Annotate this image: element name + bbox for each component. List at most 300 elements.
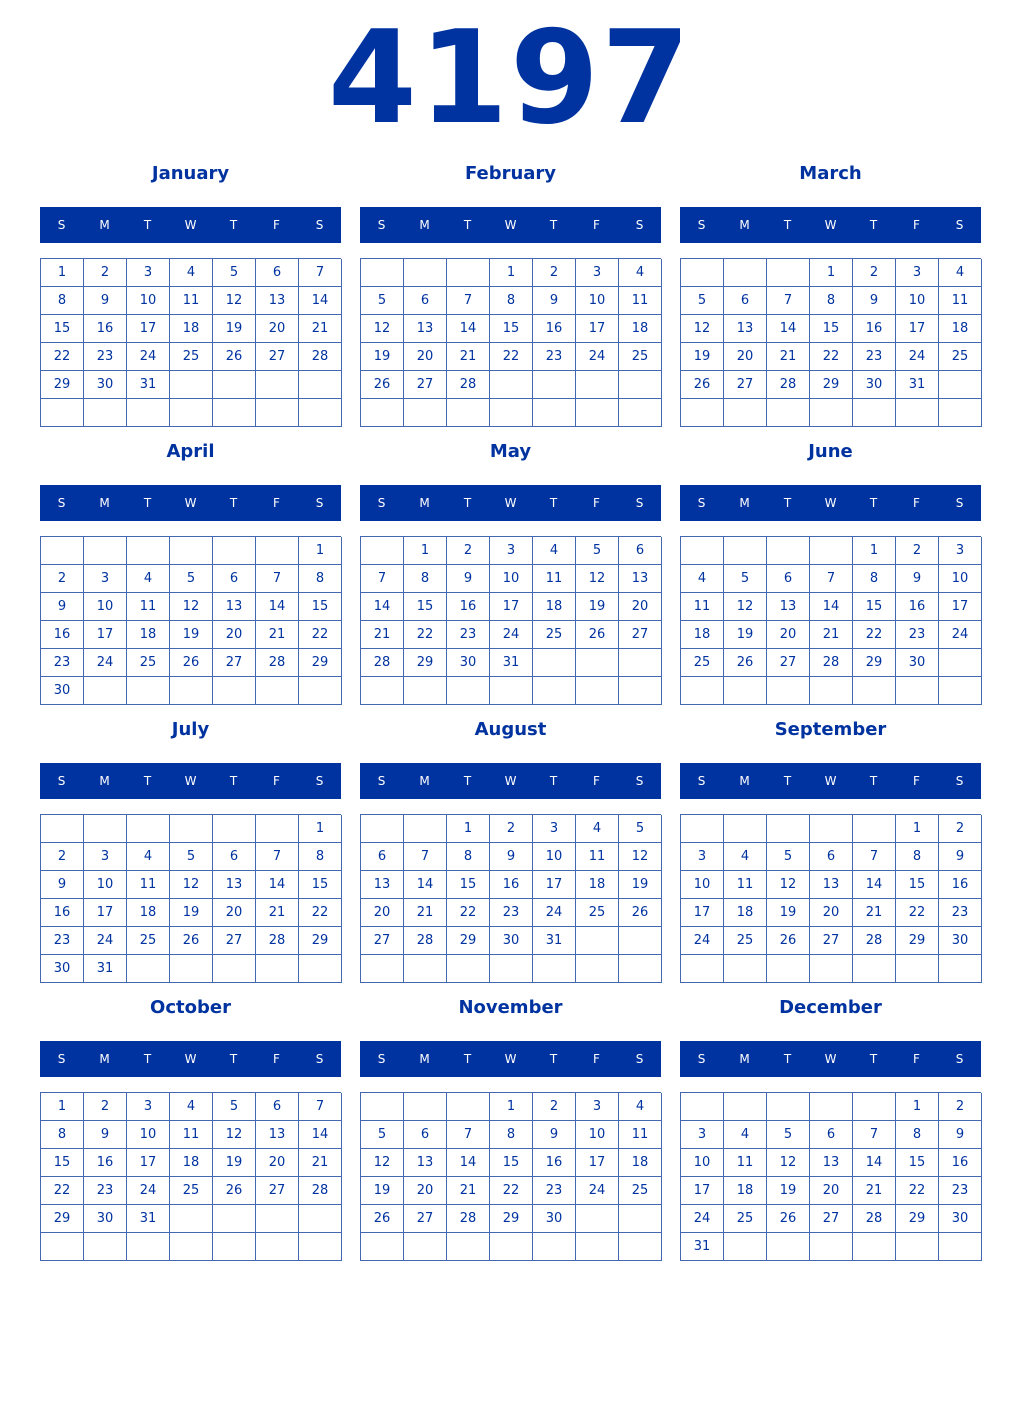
day-cell: 1 — [810, 259, 853, 287]
day-cell: 17 — [576, 1149, 619, 1177]
day-cell: 7 — [853, 1121, 896, 1149]
day-grid — [360, 814, 661, 983]
day-cell: 9 — [533, 1121, 576, 1149]
day-cell: 3 — [681, 843, 724, 871]
weekday-label: F — [273, 496, 280, 510]
day-cell: 9 — [939, 843, 982, 871]
weekday-label: S — [955, 774, 964, 788]
day-cell: 9 — [447, 565, 490, 593]
day-cell: 30 — [896, 649, 939, 677]
day-cell: 30 — [84, 371, 127, 399]
day-cell: 21 — [853, 1177, 896, 1205]
day-cell: 23 — [896, 621, 939, 649]
weekday-header — [680, 207, 981, 243]
day-grid — [40, 258, 341, 427]
day-cell: 9 — [853, 287, 896, 315]
month-name: December — [779, 997, 882, 1018]
day-cell: 2 — [84, 1093, 127, 1121]
day-grid — [40, 1092, 341, 1261]
day-cell: 16 — [853, 315, 896, 343]
day-cell: 22 — [490, 1177, 533, 1205]
empty-day-cell — [127, 537, 170, 565]
day-cell: 2 — [896, 537, 939, 565]
day-cell: 22 — [896, 1177, 939, 1205]
day-cell: 20 — [213, 621, 256, 649]
day-cell: 25 — [619, 343, 662, 371]
day-cell: 23 — [533, 343, 576, 371]
day-grid — [40, 536, 341, 705]
day-cell: 15 — [490, 315, 533, 343]
day-cell: 20 — [256, 1149, 299, 1177]
weekday-label: S — [635, 1052, 644, 1066]
day-cell: 20 — [213, 899, 256, 927]
day-cell: 14 — [447, 1149, 490, 1177]
day-cell: 19 — [724, 621, 767, 649]
weekday-label: T — [143, 496, 152, 510]
day-cell: 7 — [299, 259, 342, 287]
day-cell: 31 — [127, 1205, 170, 1233]
weekday-label: S — [57, 1052, 66, 1066]
weekday-label: M — [419, 1052, 430, 1066]
empty-day-cell — [619, 399, 662, 427]
empty-day-cell — [810, 1233, 853, 1261]
day-cell: 5 — [361, 1121, 404, 1149]
weekday-label: S — [635, 774, 644, 788]
day-cell: 18 — [939, 315, 982, 343]
empty-day-cell — [576, 399, 619, 427]
day-cell: 19 — [767, 1177, 810, 1205]
day-cell: 7 — [767, 287, 810, 315]
day-cell: 27 — [256, 1177, 299, 1205]
empty-day-cell — [533, 955, 576, 983]
day-cell: 3 — [490, 537, 533, 565]
empty-day-cell — [681, 537, 724, 565]
day-cell: 2 — [853, 259, 896, 287]
day-cell: 9 — [84, 287, 127, 315]
empty-day-cell — [447, 399, 490, 427]
empty-day-cell — [170, 399, 213, 427]
day-cell: 18 — [576, 871, 619, 899]
empty-day-cell — [361, 955, 404, 983]
day-cell: 21 — [810, 621, 853, 649]
day-cell: 10 — [533, 843, 576, 871]
day-cell: 24 — [681, 1205, 724, 1233]
day-cell: 20 — [619, 593, 662, 621]
day-cell: 22 — [490, 343, 533, 371]
weekday-label: T — [549, 218, 558, 232]
empty-day-cell — [853, 955, 896, 983]
day-cell: 9 — [939, 1121, 982, 1149]
day-cell: 1 — [853, 537, 896, 565]
weekday-label: S — [315, 496, 324, 510]
day-cell: 14 — [853, 871, 896, 899]
day-cell: 11 — [724, 871, 767, 899]
weekday-label: T — [549, 1052, 558, 1066]
empty-day-cell — [127, 815, 170, 843]
empty-day-cell — [853, 1233, 896, 1261]
day-cell: 6 — [810, 843, 853, 871]
day-cell: 17 — [896, 315, 939, 343]
day-cell: 25 — [724, 1205, 767, 1233]
day-cell: 14 — [256, 593, 299, 621]
day-cell: 13 — [404, 315, 447, 343]
day-cell: 1 — [896, 815, 939, 843]
empty-day-cell — [853, 1093, 896, 1121]
day-cell: 16 — [939, 1149, 982, 1177]
day-cell: 21 — [853, 899, 896, 927]
weekday-label: S — [955, 218, 964, 232]
day-cell: 14 — [299, 287, 342, 315]
day-cell: 15 — [810, 315, 853, 343]
weekday-label: S — [635, 218, 644, 232]
day-cell: 16 — [41, 621, 84, 649]
empty-day-cell — [84, 399, 127, 427]
weekday-label: F — [913, 496, 920, 510]
empty-day-cell — [724, 815, 767, 843]
day-cell: 22 — [299, 621, 342, 649]
weekday-label: T — [783, 218, 792, 232]
empty-day-cell — [619, 649, 662, 677]
day-cell: 6 — [767, 565, 810, 593]
empty-day-cell — [213, 677, 256, 705]
day-cell: 4 — [127, 565, 170, 593]
day-cell: 3 — [127, 259, 170, 287]
day-cell: 27 — [361, 927, 404, 955]
empty-day-cell — [361, 677, 404, 705]
day-cell: 17 — [576, 315, 619, 343]
day-cell: 31 — [896, 371, 939, 399]
weekday-label: W — [504, 774, 517, 788]
empty-day-cell — [213, 399, 256, 427]
day-cell: 20 — [767, 621, 810, 649]
day-cell: 29 — [41, 1205, 84, 1233]
day-cell: 26 — [724, 649, 767, 677]
day-cell: 23 — [490, 899, 533, 927]
day-cell: 5 — [170, 565, 213, 593]
day-cell: 2 — [533, 1093, 576, 1121]
day-grid — [680, 814, 981, 983]
day-cell: 28 — [256, 649, 299, 677]
weekday-label: M — [739, 1052, 750, 1066]
month-name: May — [489, 441, 532, 462]
day-cell: 20 — [724, 343, 767, 371]
empty-day-cell — [939, 399, 982, 427]
day-cell: 9 — [490, 843, 533, 871]
day-cell: 25 — [127, 927, 170, 955]
day-cell: 14 — [447, 315, 490, 343]
day-cell: 19 — [361, 1177, 404, 1205]
day-cell: 10 — [896, 287, 939, 315]
day-cell: 7 — [256, 565, 299, 593]
day-cell: 19 — [170, 899, 213, 927]
day-cell: 7 — [853, 843, 896, 871]
empty-day-cell — [810, 399, 853, 427]
month-name: August — [474, 719, 547, 740]
day-cell: 12 — [213, 1121, 256, 1149]
day-cell: 24 — [939, 621, 982, 649]
day-cell: 13 — [213, 593, 256, 621]
day-cell: 15 — [41, 315, 84, 343]
empty-day-cell — [939, 1233, 982, 1261]
day-cell: 27 — [404, 1205, 447, 1233]
day-cell: 6 — [213, 843, 256, 871]
day-cell: 26 — [681, 371, 724, 399]
weekday-label: S — [315, 218, 324, 232]
day-cell: 21 — [256, 621, 299, 649]
day-cell: 13 — [619, 565, 662, 593]
weekday-header — [360, 207, 661, 243]
day-cell: 11 — [724, 1149, 767, 1177]
day-cell: 18 — [724, 899, 767, 927]
weekday-header — [680, 1041, 981, 1077]
empty-day-cell — [576, 1205, 619, 1233]
day-cell: 16 — [896, 593, 939, 621]
empty-day-cell — [619, 955, 662, 983]
empty-day-cell — [533, 1233, 576, 1261]
month-name: April — [166, 441, 215, 462]
empty-day-cell — [724, 677, 767, 705]
empty-day-cell — [256, 677, 299, 705]
empty-day-cell — [681, 259, 724, 287]
empty-day-cell — [810, 1093, 853, 1121]
weekday-label: M — [419, 774, 430, 788]
weekday-label: S — [57, 496, 66, 510]
day-cell: 2 — [41, 843, 84, 871]
day-cell: 22 — [853, 621, 896, 649]
weekday-label: T — [869, 496, 878, 510]
empty-day-cell — [576, 927, 619, 955]
day-cell: 5 — [361, 287, 404, 315]
day-cell: 16 — [84, 1149, 127, 1177]
empty-day-cell — [853, 815, 896, 843]
day-cell: 31 — [533, 927, 576, 955]
day-cell: 20 — [810, 899, 853, 927]
day-cell: 10 — [681, 871, 724, 899]
day-cell: 15 — [404, 593, 447, 621]
day-cell: 1 — [490, 259, 533, 287]
weekday-label: F — [913, 774, 920, 788]
day-cell: 21 — [447, 1177, 490, 1205]
day-cell: 16 — [84, 315, 127, 343]
day-cell: 17 — [533, 871, 576, 899]
day-cell: 7 — [447, 287, 490, 315]
empty-day-cell — [724, 1093, 767, 1121]
day-cell: 6 — [213, 565, 256, 593]
empty-day-cell — [681, 677, 724, 705]
day-cell: 13 — [724, 315, 767, 343]
weekday-label: S — [955, 1052, 964, 1066]
weekday-label: F — [593, 1052, 600, 1066]
day-cell: 10 — [84, 871, 127, 899]
day-cell: 23 — [939, 1177, 982, 1205]
day-cell: 2 — [939, 1093, 982, 1121]
empty-day-cell — [447, 955, 490, 983]
weekday-header — [360, 1041, 661, 1077]
day-cell: 15 — [490, 1149, 533, 1177]
day-cell: 8 — [490, 1121, 533, 1149]
day-cell: 5 — [767, 843, 810, 871]
day-cell: 2 — [533, 259, 576, 287]
day-cell: 18 — [681, 621, 724, 649]
empty-day-cell — [170, 955, 213, 983]
day-cell: 7 — [810, 565, 853, 593]
weekday-header — [680, 485, 981, 521]
month-name: January — [151, 163, 230, 184]
empty-day-cell — [724, 259, 767, 287]
day-cell: 5 — [724, 565, 767, 593]
day-cell: 18 — [619, 315, 662, 343]
day-cell: 15 — [896, 871, 939, 899]
empty-day-cell — [127, 399, 170, 427]
day-cell: 21 — [404, 899, 447, 927]
weekday-label: S — [955, 496, 964, 510]
day-cell: 31 — [681, 1233, 724, 1261]
weekday-label: T — [229, 218, 238, 232]
weekday-header — [360, 485, 661, 521]
day-cell: 29 — [853, 649, 896, 677]
day-cell: 20 — [361, 899, 404, 927]
empty-day-cell — [681, 399, 724, 427]
weekday-label: S — [377, 496, 386, 510]
empty-day-cell — [213, 955, 256, 983]
day-cell: 10 — [84, 593, 127, 621]
day-cell: 9 — [41, 871, 84, 899]
empty-day-cell — [447, 677, 490, 705]
day-cell: 25 — [619, 1177, 662, 1205]
empty-day-cell — [724, 1233, 767, 1261]
day-cell: 4 — [576, 815, 619, 843]
day-cell: 11 — [127, 871, 170, 899]
day-cell: 16 — [447, 593, 490, 621]
empty-day-cell — [84, 1233, 127, 1261]
day-cell: 15 — [299, 871, 342, 899]
day-cell: 23 — [41, 649, 84, 677]
day-cell: 26 — [170, 649, 213, 677]
day-cell: 16 — [939, 871, 982, 899]
empty-day-cell — [681, 815, 724, 843]
day-cell: 18 — [170, 1149, 213, 1177]
empty-day-cell — [84, 537, 127, 565]
empty-day-cell — [810, 677, 853, 705]
day-cell: 13 — [256, 1121, 299, 1149]
day-cell: 30 — [939, 927, 982, 955]
day-cell: 22 — [896, 899, 939, 927]
day-cell: 3 — [576, 1093, 619, 1121]
day-cell: 11 — [939, 287, 982, 315]
day-grid — [680, 1092, 981, 1261]
day-cell: 12 — [170, 871, 213, 899]
day-cell: 10 — [127, 287, 170, 315]
day-cell: 29 — [447, 927, 490, 955]
day-cell: 8 — [490, 287, 533, 315]
weekday-label: F — [273, 1052, 280, 1066]
day-cell: 17 — [84, 899, 127, 927]
day-cell: 6 — [810, 1121, 853, 1149]
day-cell: 12 — [213, 287, 256, 315]
day-cell: 7 — [299, 1093, 342, 1121]
day-cell: 25 — [170, 1177, 213, 1205]
day-cell: 4 — [939, 259, 982, 287]
empty-day-cell — [256, 1233, 299, 1261]
weekday-label: W — [824, 218, 837, 232]
day-cell: 12 — [767, 1149, 810, 1177]
day-cell: 9 — [84, 1121, 127, 1149]
empty-day-cell — [41, 537, 84, 565]
weekday-label: F — [593, 218, 600, 232]
empty-day-cell — [619, 927, 662, 955]
day-cell: 13 — [767, 593, 810, 621]
weekday-label: T — [783, 496, 792, 510]
day-cell: 19 — [361, 343, 404, 371]
weekday-header — [40, 763, 341, 799]
day-cell: 18 — [127, 899, 170, 927]
day-cell: 13 — [404, 1149, 447, 1177]
day-cell: 29 — [299, 927, 342, 955]
day-cell: 22 — [810, 343, 853, 371]
day-cell: 5 — [767, 1121, 810, 1149]
weekday-label: S — [697, 1052, 706, 1066]
empty-day-cell — [533, 399, 576, 427]
empty-day-cell — [896, 1233, 939, 1261]
day-cell: 4 — [127, 843, 170, 871]
day-cell: 24 — [490, 621, 533, 649]
weekday-label: F — [593, 774, 600, 788]
day-cell: 18 — [127, 621, 170, 649]
empty-day-cell — [404, 1093, 447, 1121]
empty-day-cell — [447, 1233, 490, 1261]
day-cell: 23 — [853, 343, 896, 371]
day-cell: 27 — [810, 927, 853, 955]
day-cell: 10 — [127, 1121, 170, 1149]
day-cell: 27 — [619, 621, 662, 649]
day-cell: 11 — [170, 1121, 213, 1149]
day-cell: 29 — [810, 371, 853, 399]
empty-day-cell — [619, 677, 662, 705]
day-cell: 23 — [84, 343, 127, 371]
empty-day-cell — [299, 955, 342, 983]
day-cell: 20 — [810, 1177, 853, 1205]
day-cell: 24 — [896, 343, 939, 371]
day-cell: 8 — [896, 1121, 939, 1149]
day-cell: 5 — [213, 259, 256, 287]
day-cell: 25 — [533, 621, 576, 649]
empty-day-cell — [939, 371, 982, 399]
weekday-label: T — [143, 774, 152, 788]
day-cell: 4 — [681, 565, 724, 593]
weekday-label: S — [377, 218, 386, 232]
day-cell: 24 — [533, 899, 576, 927]
day-cell: 3 — [84, 843, 127, 871]
month-name: July — [171, 719, 210, 740]
weekday-label: S — [697, 218, 706, 232]
day-cell: 21 — [767, 343, 810, 371]
empty-day-cell — [767, 1233, 810, 1261]
day-cell: 24 — [681, 927, 724, 955]
day-cell: 8 — [404, 565, 447, 593]
day-cell: 29 — [896, 927, 939, 955]
day-cell: 15 — [896, 1149, 939, 1177]
day-cell: 10 — [576, 287, 619, 315]
weekday-label: F — [913, 218, 920, 232]
month-name: November — [458, 997, 563, 1018]
empty-day-cell — [810, 537, 853, 565]
empty-day-cell — [619, 1205, 662, 1233]
weekday-label: W — [184, 496, 197, 510]
empty-day-cell — [576, 1233, 619, 1261]
day-cell: 13 — [213, 871, 256, 899]
day-cell: 17 — [490, 593, 533, 621]
weekday-header — [40, 1041, 341, 1077]
